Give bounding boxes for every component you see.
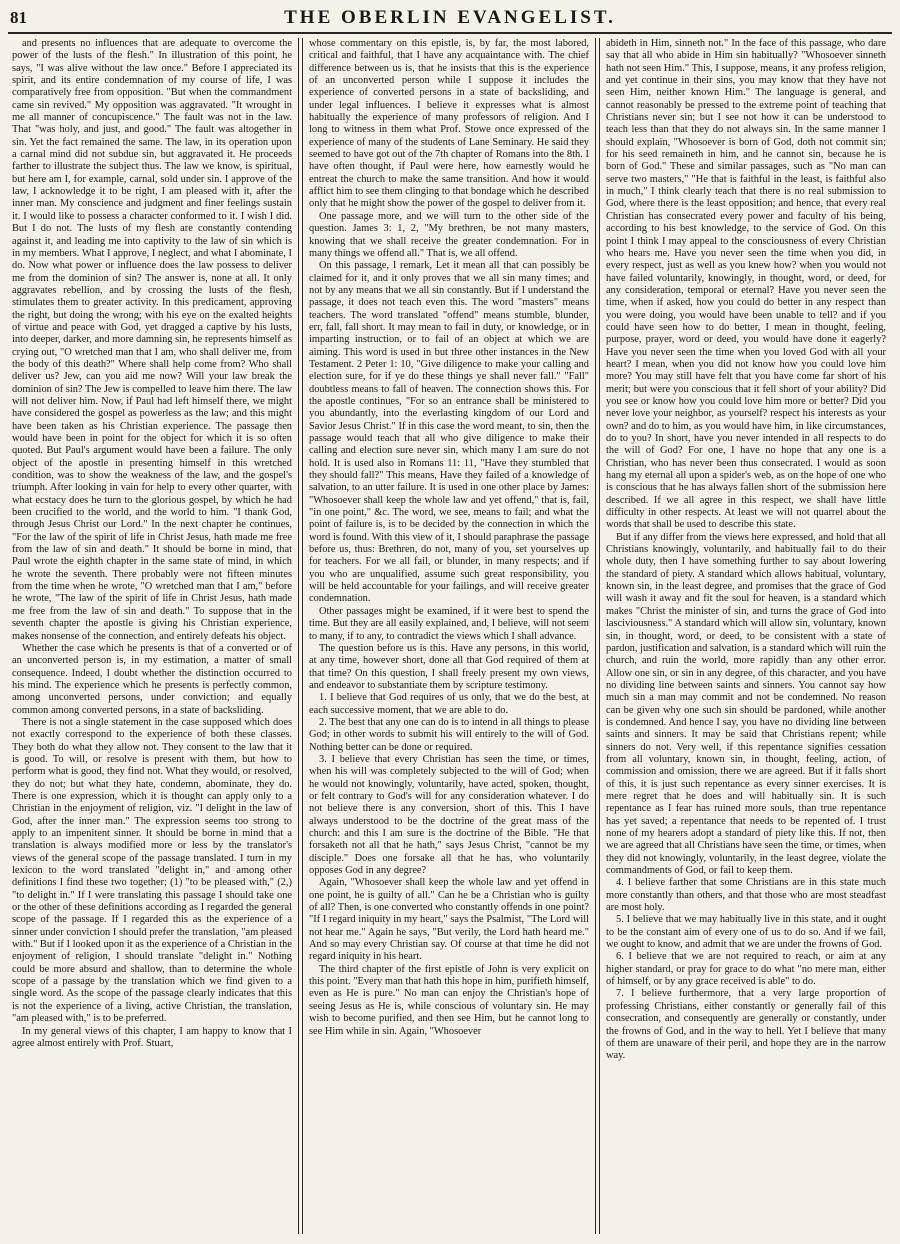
article-paragraph: The question before us is this. Have any persons, in this world, at any time, however short, done all that God required of them at that time? On this question, I shall freely present my own views, and endeavor to substantiate them by scripture testimony.	[309, 642, 589, 691]
column-divider	[595, 38, 600, 1234]
newspaper-title: THE OBERLIN EVANGELIST.	[284, 7, 616, 28]
article-paragraph: One passage more, and we will turn to the other side of the question. James 3: 1, 2, "My brethren, be not many masters, knowing that we shall receive the greater condemnation. For in many things we offend all." That is, we all offend.	[309, 210, 589, 259]
article-paragraph: On this passage, I remark, Let it mean all that can possibly be claimed for it, and it only proves that we all sin many times; and not by any means that we all sin constantly. But if I understand the passage, it does not teach even this. The word "masters" means teachers. The word translated "offend" means stumble, blunder, err, fall, fall short. It may mean to fail in duty, or knowledge, or in imparting instruction, or to fail of an object at which we are aiming. This word is used in but three other instances in the New Testament. 2 Peter 1: 10, "Give diligence to make your calling and election sure, for if ye do these things ye shall never fall." "Fall" doubtless means to fall of heaven. The connection shows this. For the apostle continues, "For so an entrance shall be ministered to you abundantly, into the everlasting kingdom of our Lord and Savior Jesus Christ." If in this case the word meant, to sin, then the passage would teach that all who give diligence to make their calling and election sure never sin, which many I am sure do not hold. It is used also in Romans 11: 11, "Have they stumbled that they should fall?" This means, Have they failed of a knowledge of salvation, to an utter failure. It is used in one other place by James: "Whosoever shall keep the whole law and yet offend," that is, fail, "in one point," &c. The word, we see, means to fail; and what the point of failure is, is to be decided by the connection in which the word is found. With this view of it, I should paraphrase the passage before us, thus: Brethren, do not, many of you, set yourselves up for teachers. For we all fail, or blunder, in many respects; and if you who are unqualified, assume such great responsibility, you will be held accountable for your failings, and will receive greater condemnation.	[309, 260, 589, 605]
article-paragraph: 2. The best that any one can do is to intend in all things to please God; in other words to submit his will entirely to the will of God. Nothing better can be done or required.	[309, 716, 589, 753]
column-left	[8, 38, 296, 1238]
article-columns	[8, 38, 892, 1238]
article-paragraph: and presents no influences that are adequate to overcome the power of the lusts of the flesh." In illustration of this point, he says, "I was alive without the law once." Before I appreciated its spirit, and its entire condemnation of my course of life, I was comparatively free from opposition. "But when the commandment came sin revived." My opposition was aggravated. "It wrought in me all manner of concupiscence." The fault was not in the law. That "was holy, and just, and good." The fault was altogether in sin. Yet the fact remained the same. The law, in its operation upon a carnal mind did not subdue sin, but aggravated it. He proceeds farther to illustrate the subject thus. The law we know, is spiritual, but here am I, for example, carnal, sold under sin. I approve of the law, I acknowledge it to be right, I am pleased with it, after the inner man. My conscience and judgment and finer feelings sustain it. I would like to possess a character conformed to it. I wish I did. But I do not. The lusts of my flesh are constantly contending against it, and leading me into captivity to the law of sin which is in my members. What I approve, I neglect, and what I abominate, I do. Now what power or influence does the law possess to deliver me from the dominion of sin? The answer is, none at all. It only aggravates rebellion, and by crossing the lusts of the flesh, stimulates them to greater activity. In this predicament, approving the right, but doing the wrong; with his eye on the exalted heights of virtue and peace with God, yet dragged a captive by his lusts, into deeper, darker, and more damning sin, he represents himself as crying out, "O wretched man that I am, who shall deliver me, from the body of this death?" Where shall help come from? Who shall deliver us? Jew, can you aid me now? Will your law break the dominion of sin? The Jew is compelled to leave him there. The law will not deliver him. Now, if Paul had left himself there, we might have considered the gospel as powerless as the law; and this might have been taken as his Christian experience. The passage then would have been in point for the object for which it is so often quoted. But Paul's argument would have been a failure. The only object of the apostle in presenting himself in this wretched condition, was to show the weakness of the law, and the gospel's triumph. After looking in vain for help to every other quarter, with what ecstacy does he turn to the glorious gospel, by which he had been crucified to the world, and the world to him. "I thank God, through Jesus Christ our Lord." In the next chapter he continues, "For the law of the spirit of life in Christ Jesus, hath made me free from the law of sin and death." It should be borne in mind, that Paul wrote the eighth chapter in the same state of mind, in which he wrote the seventh. There probably were not fifteen minutes from the time when he wrote, "O wretched man that I am," before he wrote, "The law of the spirit of life in Christ Jesus, hath made me free from the law of sin and death." To suppose that in the seventh chapter the apostle is giving his Christian experience, makes nonsense of the connection, and entirely defeats his object.	[12, 38, 292, 642]
article-paragraph: Again, "Whosoever shall keep the whole law and yet offend in one point, he is guilty of all." Can he be a Christian who is guilty of all? Then, is one converted who constantly offends in one point? "If I regard iniquity in my heart," says the Psalmist, "The Lord will not hear me." Again he says, "But verily, the Lord hath heard me." And so may every Christian say. Of course at that time he did not regard iniquity in his heart.	[309, 877, 589, 963]
article-paragraph: Whether the case which he presents is that of a converted or of an unconverted person is, in my estimation, a matter of small consequence. Indeed, I doubt whether the distinction occurred to his mind. The experience which he presents is perfectly common, among unconverted persons, under conviction; and equally common among converted persons, in a state of backsliding.	[12, 642, 292, 716]
article-paragraph: Other passages might be examined, if it were best to spend the time. But they are all easily explained, and, I believe, will not seem to many, if to any, to contradict the views which I shall advance.	[309, 605, 589, 642]
article-paragraph: whose commentary on this epistle, is, by far, the most labored, critical and faithful, that I have any acquaintance with. The chief difference between us is, that he insists that this is the experience of an unconverted person while I suppose it includes the experience of converted persons in a state of backsliding, and under legal influences. I believe it expresses what is almost habitually the experience of many professors of religion. And I long to witness in them what Prof. Stowe once expressed of the experience of many of the students of Lane Seminary. He said they seemed to have got out of the 7th chapter of Romans into the 8th. I have often thought, if Paul were here, how earnestly would he entreat the church to make the same transition. And how it would afflict him to see them clinging to that bondage which he described only that he might show the power of the gospel to deliver from it.	[309, 38, 589, 210]
masthead	[8, 6, 892, 34]
article-paragraph: 1. I believe that God requires of us only, that we do the best, at each successive moment, that we are able to do.	[309, 692, 589, 716]
article-paragraph: 3. I believe that every Christian has seen the time, or times, when his will was completely subjected to the will of God; when he would not knowingly, voluntarily, have acted, spoken, thought, or felt contrary to God's will for any consideration whatever. I do not believe there is any conversion, short of this. This I have always understood to be the doctrine of the great mass of the church: and this I am sure is the doctrine of the Bible. "He that forsaketh not all that he hath," says Jesus Christ, "cannot be my disciple." Does one forsake all that he has, who voluntarily opposes God in any degree?	[309, 753, 589, 877]
article-paragraph: 6. I believe that we are not required to reach, or aim at any higher standard, or pray for grace to do what "no mere man, either of himself, or by any grace received is able" to do.	[606, 951, 886, 988]
column-right	[602, 38, 890, 1238]
article-paragraph: The third chapter of the first epistle of John is very explicit on this point. "Every man that hath this hope in him, purifieth himself, even as He is pure." No man can enjoy the Christian's hope of seeing Jesus as He is, while conscious of voluntary sin. He may wish to become purified, and then see Him, but he cannot long to see Him while in sin. Again, "Whosoever	[309, 963, 589, 1037]
article-paragraph: 4. I believe farther that some Christians are in this state much more constantly than others, and that those who are most steadfast are most holy.	[606, 877, 886, 914]
column-divider	[298, 38, 303, 1234]
page-number: 81	[10, 8, 27, 27]
article-paragraph: abideth in Him, sinneth not." In the face of this passage, who dare say that all who abide in Him sin habitually? "Whosoever sinneth hath not seen Him." This, I suppose, means, it any profess religion, and yet continue in their sins, you may know that they have not seen Him, neither known Him." The language is general, and cannot reasonably be pressed to the extreme point of teaching that Christians never sin; but I see not how it can be understood to teach less than that they do not always sin. In the same manner I should explain, "Whosoever is born of God, doth not commit sin; for his seed remaineth in him, and he cannot sin, because he is born of God." These and similar passages, such as "No man can serve two masters," "He that is faithful in the least, is faithful also in much," I think clearly teach that there is no real submission to God, where there is the least opposition; and hence, that every real Christian has consecrated every power and faculty of his being, according to his best knowledge, to the service of God. On this point I think I may appeal to the consciousness of every Christian who hears me. Have you never seen the time when you did, in every respect, just as well as you knew how? when you would not have failed voluntarily, knowingly, in thought, word, or deed, for any consideration, temporal or eternal? Have you never seen the time, when if asked, how you could do better in any respect than you were doing, you would have been unable to tell? and if you could have seen how to do better, I mean in thought, feeling, purpose, prayer, word or deed, you would have done it eagerly? Have you never seen the time when you loved God with all your heart? I mean, when you did not know how you could love him more? You may still have felt that you have come far short of his merit; but were you conscious that it fell short of your ability? Did you see or know how you could love him more or better? Did you never love your neighbor, as yourself? respect his interests as your own? and do to him, as you would have him, in like circumstances, do to you? In short, have you never intended in all respects to do the will of God? For one, I have no hope that any one is a Christian, who has never been thus consecrated. I would as soon hang my eternal all upon a spider's web, as on the hope of one who is conscious that he has always fallen short of the submission here described. If we all agree in this respect, we shall have little difficulty in other respects. At least we will not quarrel about the words that shall be used to describe this state.	[606, 38, 886, 531]
article-paragraph: But if any differ from the views here expressed, and hold that all Christians knowingly, voluntarily, and habitually fail to do their whole duty, then I have something further to say about lowering the standard of piety. A standard which allows habitual, voluntary, known sin, in the least degree, and promises that the grace of God will wash it away and fit the soul for heaven, is a standard which makes "Christ the minister of sin, and turns the grace of God into lasciviousness." A standard which will allow sin, voluntary, known sin, in thought, word, or deed, to be consistent with a state of pardon, justification and salvation, is a standard which will ruin the church, and ruin the world, more rapidly than any other error. Allow one sin, or sin in any degree, of this character, and you have no dividing line between saints and sinners. You cannot say how much sin a man may commit and not be condemned. No reason can be given why one such sin should be pardoned, while another is condemned. And hence I say, you have no dividing line between saints and sinners. It may be said that Christians repent; while sinners do not. Very well, if this repentance signifies cessation from all voluntary, known sin, in thought, feeling, action, of commission and omission, there we are agreed. But if it falls short of this, it is just such repentance as every sinner exercises. It is mere regret that he does and will habitually sin. It is such repentance as I fear has ruined more souls, than true repentance has yet saved; a repentance that needs to be repented of. I trust none of my hearers adopt a standard of piety like this. If not, then we are agreed that all Christians have seen the time, or times, when they did not knowingly, voluntarily, in the least degree, violate the commandments of God, or fail to keep them.	[606, 531, 886, 877]
article-paragraph: 5. I believe that we may habitually live in this state, and it ought to be the constant aim of every one of us to do so. And if we fail, we ought to know, and admit that we are under the frowns of God.	[606, 914, 886, 951]
article-paragraph: There is not a single statement in the case supposed which does not exactly correspond to the experience of both these classes. They both do what they allow not. They consent to the law that it is good. To will, or resolve is present with them, but how to perform what is good, they find not. What they would, or resolved, they do not; but what they hate, condemn, abominate, they do. There is one expression, which it is thought can apply only to a Christian in the enjoyment of religion, viz. "I delight in the law of God, after the inner man." The expression seems too strong to apply to an impenitent sinner. It should be borne in mind that a translation is always modified more or less by the translator's views of the general scope of the passage translated. I turn in my lexicon to the word translated "delight in," and among other definitions I find these two together; (1) "to be pleased with," (2,) "to delight in." If I were translating this passage I should take one or the other of these definitions according as I regarded the general scope of the passage. If I regarded this as the experience of a sinner under conviction I should prefer the translation, "am pleased with." But if I looked upon it as the experience of a Christian in the enjoyment of religion, I should translate "delight in." Nothing could be more absurd and shallow, than to determine the whole scope of a passage by the translation which we find given to a single word. As the scope of the passage clearly indicates that this is not the experience of a living, active Christian, the translation, "am pleased with," is to be preferred.	[12, 716, 292, 1025]
article-paragraph: In my general views of this chapter, I am happy to know that I agree almost entirely with Prof. Stuart,	[12, 1025, 292, 1049]
article-paragraph: 7. I believe furthermore, that a very large proportion of professing Christians, either constantly or generally fail of this consecration, and consequently are generally or constantly, under the frowns of God, and in the way to hell. Yet I believe that many of them are unaware of their peril, and hope they are in the narrow way.	[606, 988, 886, 1062]
column-middle	[305, 38, 593, 1238]
